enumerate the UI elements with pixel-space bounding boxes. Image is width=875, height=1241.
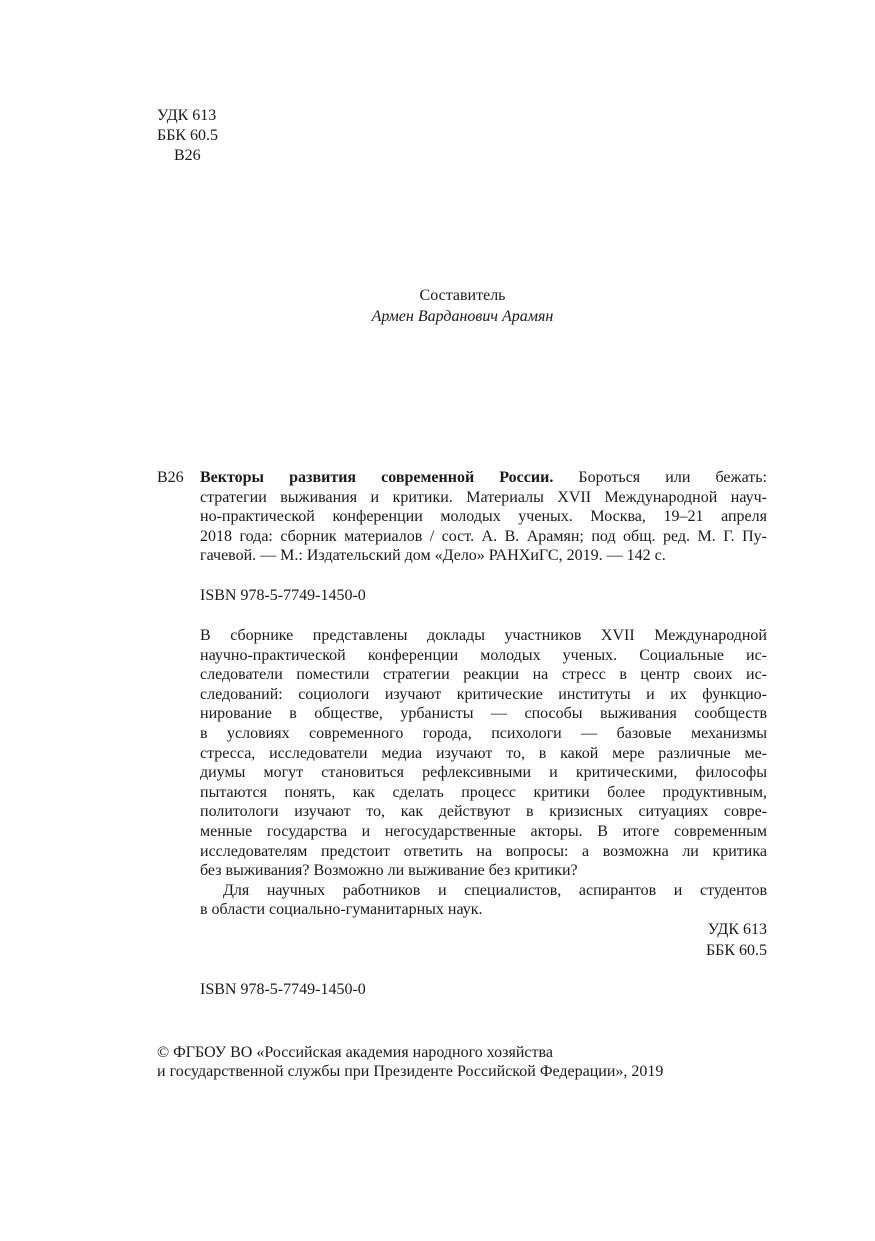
catalog-line: стратегии выживания и критики. Материалы XVII Международной науч- (200, 488, 767, 506)
catalog-description (200, 468, 767, 566)
abstract-line: пытаются понять, как сделать процесс критики более продуктивным, (200, 783, 767, 801)
isbn-catalog: ISBN 978-5-7749-1450-0 (200, 587, 366, 604)
udk-code-top: УДК 613 (157, 107, 217, 124)
udk-code-bottom: УДК 613 (707, 921, 767, 938)
bbk-code-bottom: ББК 60.5 (705, 942, 767, 959)
abstract-line: менные государства и негосударственные акторы. В итоге современным (200, 822, 767, 840)
abstract-line: В сборнике представлены доклады участников XVII Международной (200, 627, 767, 644)
compiler-label: Составитель (419, 287, 506, 304)
abstract-line: следований: социологи изучают критические институты и их функцио- (200, 685, 767, 703)
abstract-line: политологи изучают то, как действуют в кризисных ситуациях совре- (200, 803, 767, 821)
catalog-line: 2018 года: сборник материалов / сост. А. В. Арамян; под общ. ред. М. Г. Пу- (200, 527, 767, 545)
isbn-bottom: ISBN 978-5-7749-1450-0 (200, 981, 366, 998)
copyright-line-1: © ФГБОУ ВО «Российская академия народного хозяйства (157, 1044, 553, 1061)
abstract-line: нирование в обществе, урбанисты — способы выживания сообществ (200, 705, 767, 723)
catalog-title: Векторы развития современной России. (200, 469, 554, 486)
abstract-line: диумы могут становиться рефлексивными и критическими, философы (200, 764, 767, 782)
audience-line: в области социально-гуманитарных наук. (200, 901, 483, 919)
compiler-name: Армен Варданович Арамян (371, 308, 554, 325)
author-mark-top: В26 (174, 147, 201, 164)
abstract-line: исследователям предстоит ответить на вопросы: а возможна ли критика (200, 842, 767, 860)
catalog-line: но-практической конференции молодых ученых. Москва, 19–21 апреля (200, 508, 767, 526)
audience-line: Для научных работников и специалистов, аспирантов и студентов (223, 881, 767, 899)
copyright-line-2: и государственной службы при Президенте Российской Федерации», 2019 (157, 1063, 664, 1080)
abstract-line: следователи поместили стратегии реакции на стресс в центр своих ис- (200, 666, 767, 684)
catalog-line (200, 468, 767, 488)
abstract-line: в условиях современного города, психологи — базовые механизмы (200, 724, 767, 742)
abstract-line: без выживания? Возможно ли выживание без критики? (200, 862, 578, 880)
abstract-line: научно-практической конференции молодых ученых. Социальные ис- (200, 646, 767, 664)
abstract-line: стресса, исследователи медиа изучают то, в какой мере различные ме- (200, 744, 767, 762)
catalog-author-mark: В26 (157, 469, 184, 486)
catalog-line: гачевой. — М.: Издательский дом «Дело» РАНХиГС, 2019. — 142 с. (200, 547, 666, 565)
abstract (200, 626, 767, 920)
catalog-line-text: Бороться или бежать: (553, 469, 768, 486)
bbk-code-top: ББК 60.5 (157, 127, 219, 144)
